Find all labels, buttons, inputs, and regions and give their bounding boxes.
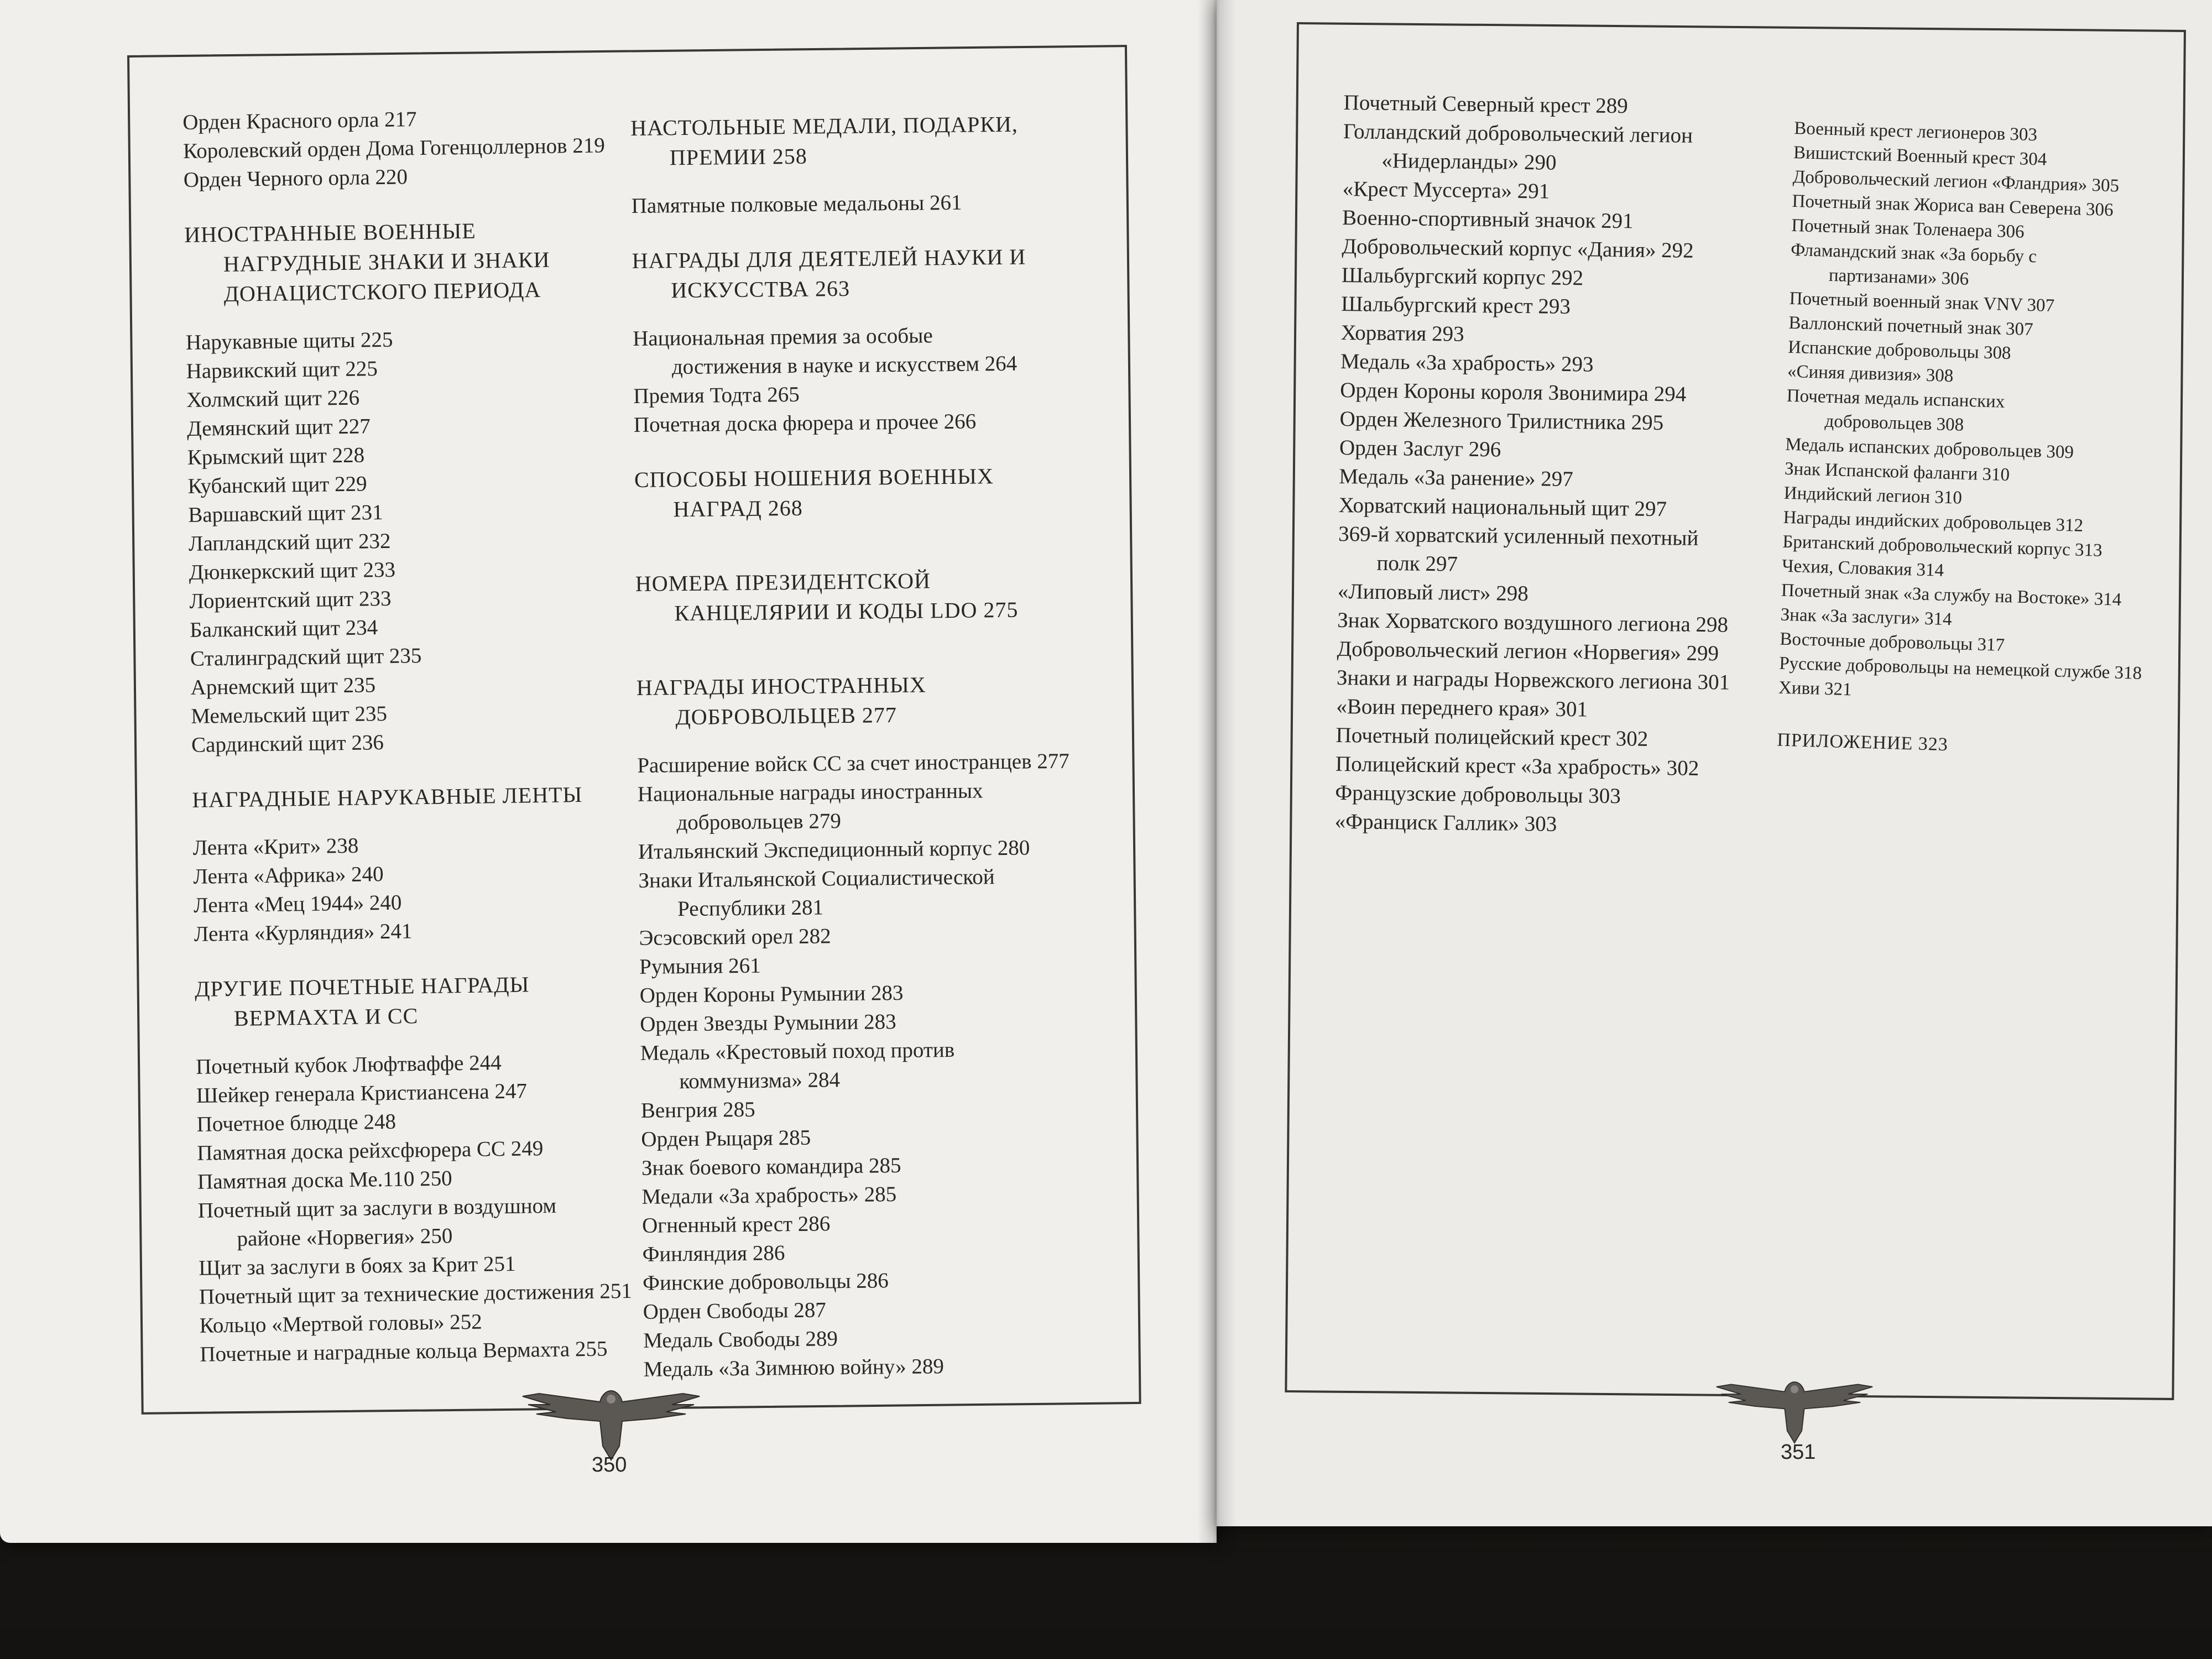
toc-entry: 369-й хорватский усиленный пехотный (1338, 521, 1699, 550)
toc-entry: Орден Короны короля Звонимира 294 (1340, 378, 1687, 406)
toc-entry: Холмский щит 226 (186, 385, 360, 412)
section-heading-line: ИСКУССТВА 263 (671, 275, 851, 303)
toc-entry: Дюнкеркский щит 233 (189, 557, 396, 585)
toc-entry: Русские добровольцы на немецкой службе 318 (1778, 653, 2142, 684)
toc-entry: Премия Тодта 265 (633, 382, 800, 408)
section-heading-line: НАГРАДЫ ИНОСТРАННЫХ (636, 672, 926, 700)
toc-entry: Орден Рыцаря 285 (641, 1125, 811, 1151)
toc-entry: Национальные награды иностранных (637, 779, 983, 806)
toc-entry: Памятная доска рейхсфюрера СС 249 (197, 1136, 544, 1165)
toc-entry: Королевский орден Дома Гогенцоллернов 219 (182, 133, 606, 163)
section-heading-line: ДРУГИЕ ПОЧЕТНЫЕ НАГРАДЫ (194, 972, 530, 1001)
toc-entry: добровольцев 308 (1824, 411, 1964, 435)
toc-entry: Балканский щит 234 (189, 615, 378, 642)
toc-entry: Французские добровольцы 303 (1335, 780, 1621, 808)
toc-entry: Валлонский почетный знак 307 (1788, 312, 2034, 340)
toc-entry: Демянский щит 227 (186, 414, 371, 441)
toc-entry: Орден Железного Трилистника 295 (1339, 406, 1664, 435)
toc-entry: Эсэсовский орел 282 (639, 924, 831, 950)
toc-entry: Добровольческий легион «Норвегия» 299 (1337, 637, 1719, 666)
toc-entry: Шейкер генерала Кристиансена 247 (196, 1079, 528, 1108)
toc-entry: Знаки Итальянской Социалистической (638, 865, 995, 893)
toc-entry: Добровольческий легион «Фландрия» 305 (1792, 166, 2120, 196)
section-heading (632, 242, 1065, 306)
eagle-emblem-icon (1712, 1371, 1877, 1446)
toc-entry: Венгрия 285 (640, 1097, 755, 1123)
toc-entry: «Синяя дивизия» 308 (1787, 361, 1954, 387)
toc-entry: Хорватский национальный щит 297 (1338, 493, 1667, 521)
toc-entry: Военный крест легионеров 303 (1793, 118, 2038, 145)
toc-entry: Орден Черного орла 220 (183, 165, 408, 192)
toc-entry: Хорватия 293 (1340, 320, 1464, 346)
toc-entry: Почетный знак Жориса ван Северена 306 (1792, 191, 2114, 221)
toc-entry: полк 297 (1376, 551, 1458, 576)
section-heading-line: ИНОСТРАННЫЕ ВОЕННЫЕ (184, 218, 476, 247)
toc-entry: Финские добровольцы 286 (642, 1269, 889, 1295)
toc-entry: Почетный полицейский крест 302 (1335, 723, 1648, 751)
toc-entry: Лента «Мец 1944» 240 (193, 890, 402, 917)
toc-entry: «Крест Муссерта» 291 (1342, 176, 1550, 204)
toc-entry: Почетная доска фюрера и прочее 266 (633, 409, 977, 437)
toc-entry: Медаль Свободы 289 (643, 1327, 838, 1353)
page-number-right: 351 (1781, 1441, 1816, 1464)
toc-entry: Итальянский Экспедиционный корпус 280 (638, 836, 1030, 864)
toc-entry: Медаль «За Зимнюю войну» 289 (643, 1354, 945, 1381)
section-heading-line: ДОБРОВОЛЬЦЕВ 277 (675, 702, 898, 730)
toc-entry: Орден Свободы 287 (643, 1298, 827, 1324)
toc-entry: Почетная медаль испанских (1786, 385, 2005, 412)
toc-entry: Лапландский щит 232 (188, 529, 391, 556)
toc-entry: Финляндия 286 (642, 1241, 785, 1266)
toc-entry: партизанами» 306 (1828, 265, 1969, 289)
toc-entry: Знак Испанской фаланги 310 (1784, 458, 2010, 486)
left-column-1 (182, 102, 633, 1369)
toc-entry: Арнемский щит 235 (190, 673, 376, 700)
section-heading (184, 214, 618, 310)
toc-entry: Лориентский щит 233 (189, 586, 392, 613)
section-heading-line: НОМЕРА ПРЕЗИДЕНТСКОЙ (635, 568, 931, 596)
left-column-2 (630, 109, 1076, 1384)
toc-entry: Почетные и наградные кольца Вермахта 255 (200, 1337, 608, 1366)
toc-entry: Лента «Курляндия» 241 (194, 919, 413, 946)
toc-entry: Шальбургский корпус 292 (1341, 263, 1584, 290)
section-heading-line: НАГРУДНЫЕ ЗНАКИ И ЗНАКИ (223, 247, 550, 276)
toc-entry: Кольцо «Мертвой головы» 252 (199, 1310, 483, 1338)
section-heading-line: ПРИЛОЖЕНИЕ 323 (1776, 729, 1949, 755)
toc-entry: Памятные полковые медальоны 261 (631, 190, 962, 218)
toc-entry: Почетный Северный крест 289 (1343, 90, 1629, 118)
toc-entry: Награды индийских добровольцев 312 (1783, 507, 2084, 536)
toc-entry: Нарвикский щит 225 (186, 357, 378, 383)
toc-entry: Медаль испанских добровольцев 309 (1785, 434, 2074, 463)
toc-entry: Чехия, Словакия 314 (1781, 556, 1944, 581)
toc-entry: Знак «За заслуги» 314 (1780, 604, 1952, 630)
toc-entry: Добровольческий корпус «Дания» 292 (1342, 234, 1694, 263)
toc-entry: Военно-спортивный значок 291 (1342, 205, 1634, 233)
section-heading-line: НАСТОЛЬНЫЕ МЕДАЛИ, ПОДАРКИ, (630, 111, 1018, 140)
toc-entry: Варшавский щит 231 (187, 500, 383, 527)
toc-entry: Почетный знак Толенаера 306 (1791, 215, 2025, 242)
toc-entry: Расширение войск СС за счет иностранцев 277 (637, 749, 1070, 778)
toc-entry: Шальбургский крест 293 (1340, 291, 1571, 319)
toc-entry: Голландский добровольческий легион (1343, 119, 1693, 148)
toc-entry: Полицейский крест «За храбрость» 302 (1335, 752, 1699, 780)
section-heading-line: НАГРАД 268 (673, 495, 803, 522)
section-heading-line: КАНЦЕЛЯРИИ И КОДЫ LDO 275 (674, 597, 1019, 626)
section-heading (192, 779, 625, 815)
toc-entry: Крымский щит 228 (187, 443, 365, 469)
toc-entry: коммунизма» 284 (679, 1068, 841, 1094)
toc-entry: Испанские добровольцы 308 (1787, 337, 2011, 364)
section-heading (637, 669, 1070, 733)
toc-entry: Почетный военный знак VNV 307 (1789, 288, 2055, 316)
toc-entry: Почетный щит за заслуги в воздушном (197, 1193, 557, 1223)
toc-entry: Вишистский Военный крест 304 (1793, 142, 2047, 170)
section-heading-line: ПРЕМИИ 258 (669, 143, 807, 170)
section-heading (634, 461, 1067, 525)
toc-entry: Знак боевого командира 285 (641, 1153, 901, 1180)
toc-entry: Восточные добровольцы 317 (1780, 629, 2005, 655)
toc-entry: Кубанский щит 229 (187, 472, 367, 498)
toc-entry: «Липовый лист» 298 (1337, 579, 1529, 606)
toc-entry: достижения в науке и искусствем 264 (671, 351, 1018, 379)
eagle-emblem-icon (517, 1380, 705, 1463)
toc-entry: «Франциск Галлик» 303 (1334, 809, 1557, 836)
section-heading (630, 109, 1063, 173)
toc-entry: Республики 281 (677, 895, 824, 921)
toc-entry: Щит за заслуги в боях за Крит 251 (198, 1251, 516, 1280)
toc-entry: Нарукавные щиты 225 (185, 327, 393, 354)
toc-entry: Румыния 261 (639, 953, 761, 979)
toc-entry: Сталинградский щит 235 (190, 644, 422, 671)
section-heading-line: НАГРАДЫ ДЛЯ ДЕЯТЕЛЕЙ НАУКИ И (632, 244, 1026, 273)
toc-entry: Медали «За храбрость» 285 (641, 1182, 897, 1209)
toc-entry: Знак Хорватского воздушного легиона 298 (1337, 608, 1729, 637)
toc-entry: Сардинский щит 236 (191, 731, 384, 757)
toc-entry: Почетное блюдце 248 (196, 1109, 397, 1136)
toc-entry: Почетный знак «За службу на Востоке» 314 (1781, 580, 2122, 610)
toc-entry: Почетный щит за технические достижения 251 (199, 1279, 633, 1309)
page-number-left: 350 (592, 1453, 627, 1477)
toc-entry: Национальная премия за особые (633, 324, 933, 351)
toc-entry: Почетный кубок Люфтваффе 244 (195, 1051, 502, 1079)
toc-entry: Орден Короны Румынии 283 (639, 980, 904, 1008)
section-heading (635, 565, 1068, 629)
toc-entry: Орден Красного орла 217 (182, 107, 417, 134)
toc-entry: Орден Заслуг 296 (1339, 435, 1501, 462)
toc-entry: Огненный крест 286 (641, 1212, 831, 1238)
section-heading-line: СПОСОБЫ НОШЕНИЯ ВОЕННЫХ (634, 463, 994, 492)
toc-entry: Индийский легион 310 (1783, 483, 1963, 508)
right-column-2 (1776, 116, 2157, 784)
toc-entry: Лента «Крит» 238 (192, 833, 359, 860)
toc-entry: Знаки и награды Норвежского легиона 301 (1336, 665, 1730, 695)
book-gutter (1197, 0, 1236, 1543)
section-heading-line: НАГРАДНЫЕ НАРУКАВНЫЕ ЛЕНТЫ (192, 782, 583, 812)
right-column-1 (1334, 88, 1737, 841)
toc-entry: Орден Звезды Румынии 283 (640, 1010, 896, 1036)
section-heading-line: ДОНАЦИСТСКОГО ПЕРИОДА (223, 276, 541, 306)
toc-entry: районе «Норвегия» 250 (237, 1224, 453, 1251)
section-heading-line: ВЕРМАХТА И СС (233, 1003, 419, 1031)
toc-entry: Хиви 321 (1778, 677, 1853, 700)
toc-entry: Фламандский знак «За борьбу с (1790, 239, 2037, 267)
toc-entry: Медаль «За ранение» 297 (1339, 464, 1574, 492)
toc-entry: Медаль «За храбрость» 293 (1340, 349, 1594, 377)
toc-entry: Мемельский щит 235 (191, 701, 388, 728)
section-heading (195, 968, 628, 1034)
toc-entry: Медаль «Крестовый поход против (640, 1037, 955, 1065)
toc-entry: «Воин переднего края» 301 (1336, 694, 1588, 722)
toc-entry: Лента «Африка» 240 (193, 862, 384, 889)
toc-entry: Памятная доска Ме.110 250 (197, 1166, 452, 1194)
toc-entry: Британский добровольческий корпус 313 (1782, 531, 2103, 561)
toc-entry: добровольцев 279 (676, 809, 842, 835)
toc-entry: «Нидерланды» 290 (1381, 148, 1557, 175)
